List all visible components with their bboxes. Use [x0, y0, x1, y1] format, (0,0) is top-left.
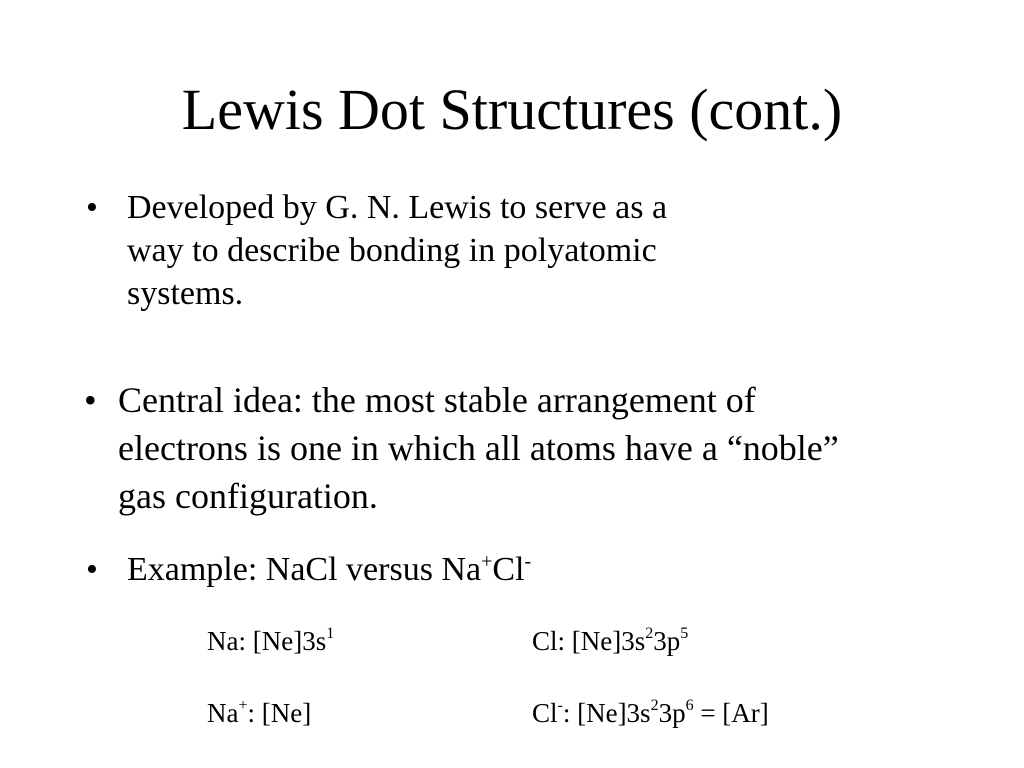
- config-superscript: 2: [650, 697, 659, 714]
- bullet-text-line: electrons is one in which all atoms have a “noble”: [118, 428, 839, 468]
- superscript-minus: -: [524, 550, 532, 573]
- bullet-example: [86, 548, 531, 592]
- config-text: = [Ar]: [693, 698, 769, 728]
- config-text: 3p: [658, 698, 686, 728]
- bullet-text-line: [86, 548, 531, 592]
- config-text: : [Ne]3s: [562, 698, 651, 728]
- config-superscript: +: [238, 697, 248, 714]
- config-na: [207, 624, 334, 658]
- config-superscript: 2: [645, 625, 654, 642]
- bullet-central-idea: [84, 376, 839, 520]
- config-cl: [532, 624, 688, 658]
- config-na-ion: [207, 696, 311, 730]
- bullet-marker: •: [86, 189, 98, 226]
- bullet-text-line: systems.: [127, 275, 244, 312]
- config-text: 3p: [653, 626, 681, 656]
- config-superscript: 1: [326, 625, 335, 642]
- bullet-text-line: Developed by G. N. Lewis to serve as a: [127, 189, 668, 226]
- superscript-plus: +: [481, 550, 493, 573]
- config-text: Cl: [532, 698, 558, 728]
- config-text: : [Ne]: [247, 698, 312, 728]
- config-superscript: 6: [685, 697, 694, 714]
- config-text: Na: [Ne]3s: [207, 626, 327, 656]
- bullet-marker: •: [86, 551, 98, 588]
- bullet-text-line: way to describe bonding in polyatomic: [127, 232, 657, 269]
- example-text: Example: NaCl versus Na: [127, 551, 482, 588]
- config-text: Na: [207, 698, 239, 728]
- config-text: Cl: [Ne]3s: [532, 626, 646, 656]
- bullet-text-line: Central idea: the most stable arrangement of: [118, 380, 756, 420]
- bullet-developed-by: [86, 186, 667, 315]
- slide-title: Lewis Dot Structures (cont.): [181, 77, 843, 142]
- config-superscript: 5: [680, 625, 689, 642]
- bullet-text-line: gas configuration.: [118, 476, 378, 516]
- bullet-marker: •: [84, 380, 97, 420]
- config-cl-ion: [532, 696, 769, 730]
- config-superscript: -: [557, 697, 563, 714]
- example-text-cl: Cl: [492, 551, 525, 588]
